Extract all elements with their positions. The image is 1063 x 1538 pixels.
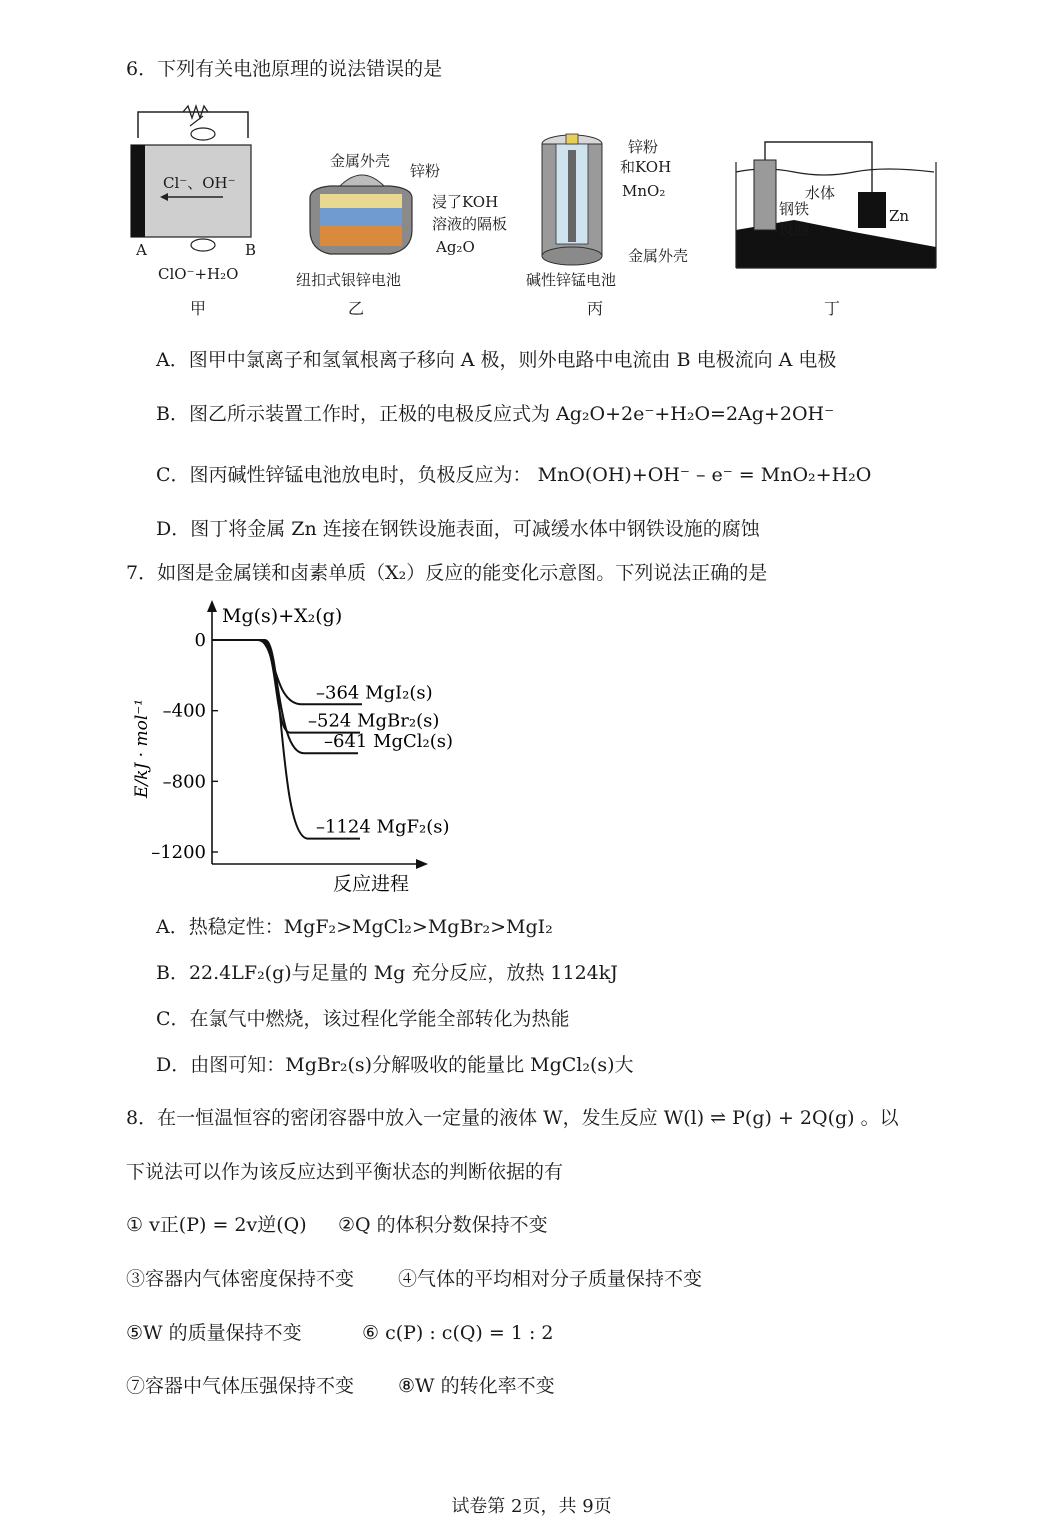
yi-sep1: 浸了KOH bbox=[432, 193, 499, 211]
ding-zn: Zn bbox=[889, 207, 910, 225]
q7-option-a: A．热稳定性：MgF₂>MgCl₂>MgBr₂>MgI₂ bbox=[156, 916, 553, 938]
q6-option-d: D．图丁将金属 Zn 连接在钢铁设施表面，可减缓水体中钢铁设施的腐蚀 bbox=[156, 518, 760, 540]
q8-statement-6: ⑥ c(P) : c(Q) = 1 : 2 bbox=[362, 1322, 554, 1344]
jia-label: 甲 bbox=[189, 299, 206, 318]
y-tick-label: –1200 bbox=[151, 842, 206, 863]
yi-label: 乙 bbox=[347, 299, 364, 318]
bing-shell: 金属外壳 bbox=[628, 247, 689, 265]
bing-label: 丙 bbox=[586, 299, 603, 318]
x-axis-arrow bbox=[416, 859, 428, 869]
q8-statement-5: ⑤W 的质量保持不变 bbox=[126, 1322, 302, 1344]
ding-label: 丁 bbox=[823, 299, 840, 318]
start-label: Mg(s)+X₂(g) bbox=[222, 605, 343, 627]
y-axis-arrow bbox=[207, 600, 217, 612]
yi-caption: 纽扣式银锌电池 bbox=[296, 271, 402, 289]
q8-statement-3: ③容器内气体密度保持不变 bbox=[126, 1268, 355, 1290]
jia-B: B bbox=[245, 241, 257, 259]
figure-jia bbox=[128, 100, 258, 290]
yi-zinc: 锌粉 bbox=[410, 162, 441, 180]
figure-ding bbox=[734, 132, 939, 272]
q6-option-a: A．图甲中氯离子和氢氧根离子移向 A 极，则外电路中电流由 B 电极流向 A 电极 bbox=[156, 349, 837, 371]
energy-chart bbox=[120, 598, 480, 902]
y-tick-label: –800 bbox=[162, 771, 206, 793]
ding-water: 水体 bbox=[805, 184, 836, 202]
q6-option-c: C．图丙碱性锌锰电池放电时，负极反应为： MnO(OH)+OH⁻ – e⁻ = MnO₂+H₂O bbox=[156, 464, 872, 486]
ding-steel1: 钢铁 bbox=[779, 200, 810, 218]
bing-zinc2: 和KOH bbox=[620, 158, 672, 176]
q8-stem-1: 8．在一恒温恒容的密闭容器中放入一定量的液体 W，发生反应 W(l) ⇌ P(g) + 2Q(g) 。以 bbox=[126, 1107, 899, 1129]
series-label: –1124 MgF₂(s) bbox=[316, 816, 450, 838]
y-tick-label: 0 bbox=[194, 630, 206, 651]
jia-bottom: ClO⁻+H₂O bbox=[158, 265, 239, 283]
series-label: –364 MgI₂(s) bbox=[316, 682, 433, 704]
ding-steel2: 设施 bbox=[779, 220, 810, 238]
jia-ions: Cl⁻、OH⁻ bbox=[163, 174, 236, 192]
q7-option-d: D．由图可知：MgBr₂(s)分解吸收的能量比 MgCl₂(s)大 bbox=[156, 1054, 634, 1076]
series-label: –641 MgCl₂(s) bbox=[324, 731, 454, 753]
q8-statement-1: ① v正(P) = 2v逆(Q) bbox=[126, 1214, 307, 1236]
jia-A: A bbox=[136, 241, 147, 259]
q7-option-c: C．在氯气中燃烧，该过程化学能全部转化为热能 bbox=[156, 1008, 570, 1030]
bing-caption: 碱性锌锰电池 bbox=[526, 271, 617, 289]
q8-statement-4: ④气体的平均相对分子质量保持不变 bbox=[398, 1268, 703, 1290]
q8-statement-7: ⑦容器中气体压强保持不变 bbox=[126, 1375, 355, 1397]
q8-stem-2: 下说法可以作为该反应达到平衡状态的判断依据的有 bbox=[126, 1161, 564, 1183]
yi-sep2: 溶液的隔板 bbox=[432, 215, 508, 233]
bing-zinc1: 锌粉 bbox=[628, 138, 659, 156]
q8-statement-2: ②Q 的体积分数保持不变 bbox=[338, 1214, 548, 1236]
bing-mno2: MnO₂ bbox=[622, 182, 666, 200]
q6-stem: 6．下列有关电池原理的说法错误的是 bbox=[126, 58, 443, 80]
page-footer: 试卷第 2页，共 9页 bbox=[451, 1496, 612, 1517]
q6-option-b: B．图乙所示装置工作时，正极的电极反应式为 Ag₂O+2e⁻+H₂O=2Ag+2OH⁻ bbox=[156, 403, 835, 425]
yi-ag2o: Ag₂O bbox=[436, 238, 475, 256]
q8-statement-8: ⑧W 的转化率不变 bbox=[398, 1375, 555, 1397]
x-axis-label: 反应进程 bbox=[333, 873, 410, 895]
y-axis-label: E/kJ · mol⁻¹ bbox=[132, 698, 152, 798]
yi-shell: 金属外壳 bbox=[330, 152, 391, 170]
series-label: –524 MgBr₂(s) bbox=[308, 710, 440, 732]
q7-stem: 7．如图是金属镁和卤素单质（X₂）反应的能变化示意图。下列说法正确的是 bbox=[126, 562, 768, 584]
q7-option-b: B．22.4LF₂(g)与足量的 Mg 充分反应，放热 1124kJ bbox=[156, 962, 618, 984]
figure-bing bbox=[532, 130, 612, 270]
y-tick-label: –400 bbox=[162, 700, 206, 722]
